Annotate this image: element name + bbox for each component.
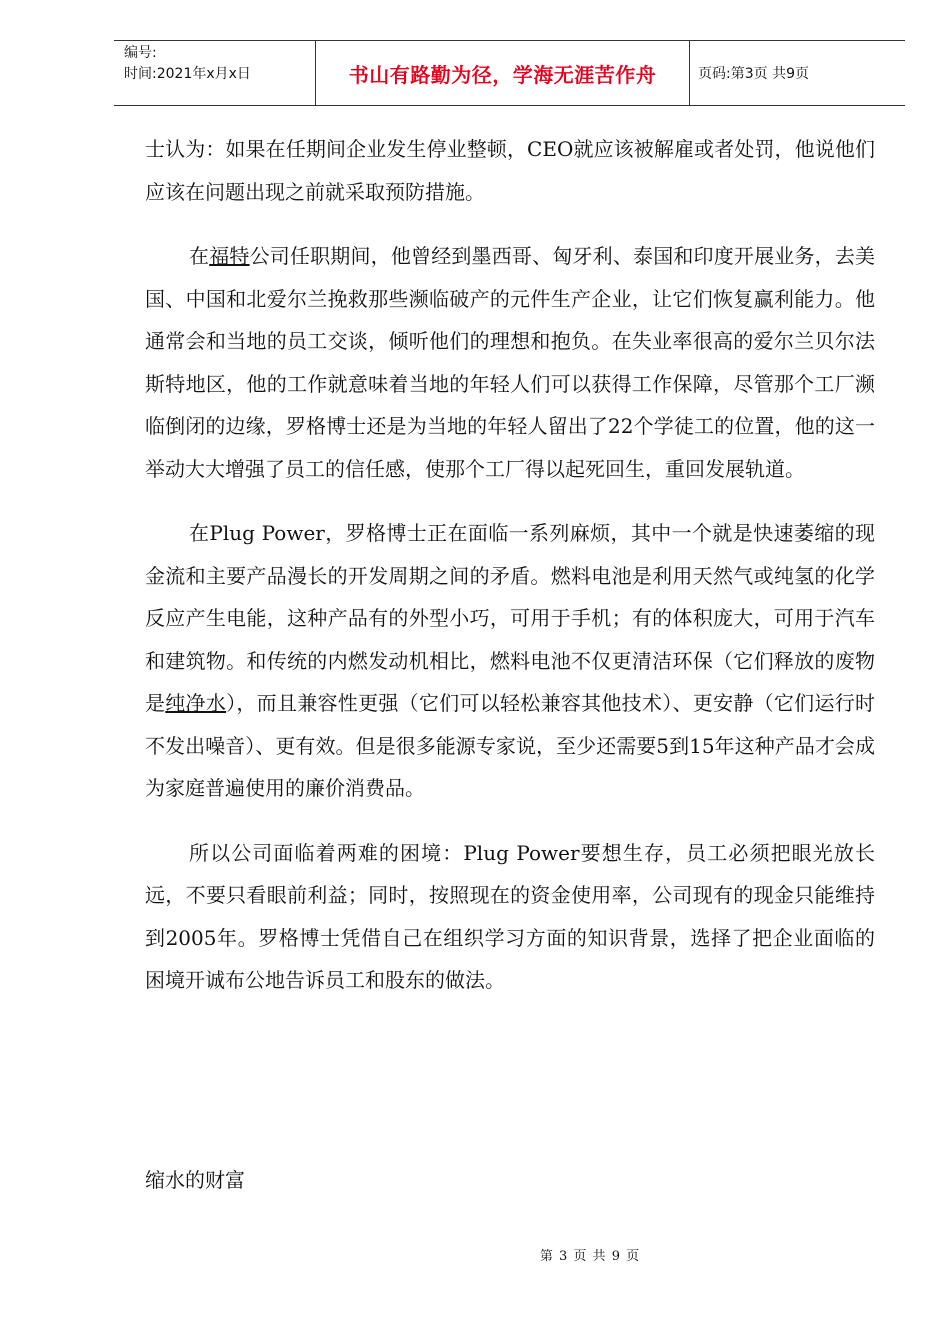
paragraph-1: 士认为：如果在任期间企业发生停业整顿，CEO就应该被解雇或者处罚，他说他们应该在问题出现之前就采取预防措施。: [145, 137, 875, 204]
header-meta-cell: [114, 41, 316, 105]
document-number-label: 编号:: [124, 45, 157, 61]
paragraph-3-rest: ），而且兼容性更强（它们可以轻松兼容其他技术）、更安静（它们运行时不发出噪音）、更有效。但是很多能源专家说，至少还需要5到15年这种产品才会成为家庭普遍使用的廉价消费品。: [145, 691, 876, 800]
page-header: [114, 40, 905, 106]
paragraph-3-start: 在Plug Power，罗格博士正在面临一系列麻烦，其中一个就是快速萎缩的现金流和主要产品漫长的开发周期之间的矛盾。燃料电池是利用天然气或纯氢的化学反应产生电能，这种产品有的外型小巧，可用于手机；有的体积庞大，可用于汽车和建筑物。和传统的内燃发动机相比，燃料电池不仅更清洁环保（它们释放的废物是: [145, 521, 875, 715]
paragraph-2-start: 在: [189, 244, 210, 268]
header-motto: 书山有路勤为径，学海无涯苦作舟: [316, 41, 690, 105]
section-heading: 缩水的财富: [145, 1168, 245, 1192]
document-time-label: 时间:2021年x月x日: [124, 66, 251, 82]
paragraph-2: [145, 235, 875, 490]
document-body: [145, 128, 875, 1024]
paragraph-3: [145, 512, 875, 810]
pure-water-link[interactable]: 纯净水: [165, 691, 227, 715]
page-footer: 第 3 页 共 9 页: [539, 1249, 641, 1264]
ford-link[interactable]: 福特: [209, 244, 250, 268]
paragraph-2-rest: 公司任职期间，他曾经到墨西哥、匈牙利、泰国和印度开展业务，去美国、中国和北爱尔兰挽救那些濒临破产的元件生产企业，让它们恢复赢利能力。他通常会和当地的员工交谈，倾听他们的理想和抱负。在失业率很高的爱尔兰贝尔法斯特地区，他的工作就意味着当地的年轻人们可以获得工作保障，尽管那个工厂濒临倒闭的边缘，罗格博士还是为当地的年轻人留出了22个学徒工的位置，他的这一举动大大增强了员工的信任感，使那个工厂得以起死回生，重回发展轨道。: [145, 244, 876, 481]
header-page-label: 页码:第3页 共9页: [698, 66, 809, 82]
paragraph-4: 所以公司面临着两难的困境：Plug Power要想生存，员工必须把眼光放长远，不要只看眼前利益；同时，按照现在的资金使用率，公司现有的现金只能维持到2005年。罗格博士凭借自己在组织学习方面的知识背景，选择了把企业面临的困境开诚布公地告诉员工和股东的做法。: [145, 840, 875, 992]
